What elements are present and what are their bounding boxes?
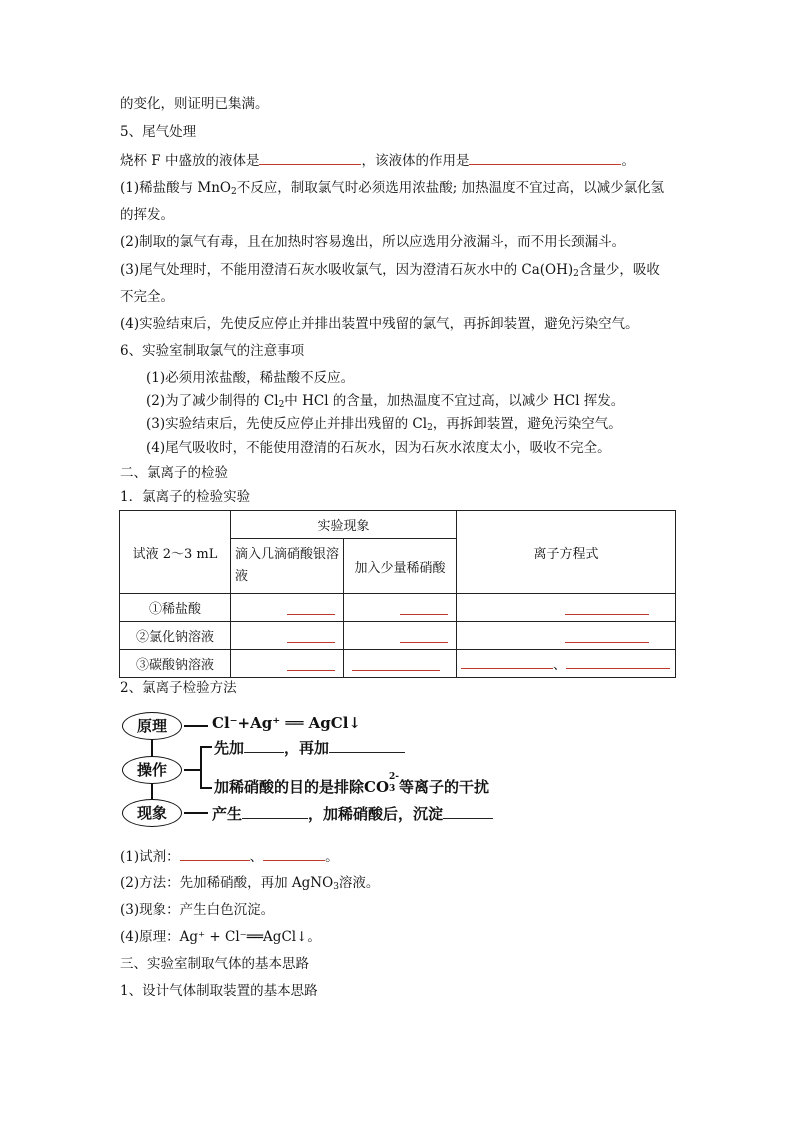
answer-blank[interactable] xyxy=(180,846,250,861)
text-line: 的挥发。 xyxy=(120,207,174,223)
principle-oval: 原理 xyxy=(122,712,182,740)
text: ，该液体的作用是 xyxy=(361,153,470,169)
table-header: 离子方程式 xyxy=(457,511,676,594)
table-header: 滴入几滴硝酸银溶液 xyxy=(231,539,344,594)
answer-blank[interactable] xyxy=(242,802,308,819)
section-heading: 2、氯离子检验方法 xyxy=(120,680,237,696)
answer-blank[interactable] xyxy=(566,654,670,669)
table-row-label: ②氯化钠溶液 xyxy=(120,622,231,650)
answer-cell[interactable] xyxy=(231,622,344,650)
text-line: (3)现象：产生白色沉淀。 xyxy=(120,902,275,918)
section-heading: 1、设计气体制取装置的基本思路 xyxy=(120,983,318,999)
text: (2)为了减少制得的 Cl xyxy=(146,393,279,409)
table-header: 试液 2～3 mL xyxy=(120,511,231,594)
table-header: 实验现象 xyxy=(231,511,457,539)
operation-step xyxy=(214,736,405,758)
text: 。 xyxy=(621,153,635,169)
question-line xyxy=(120,846,339,867)
question-line xyxy=(120,150,635,171)
text: 中 HCl 的含量，加热温度不宜过高，以减少 HCl 挥发。 xyxy=(284,393,625,409)
text: 等离子的干扰 xyxy=(399,778,490,796)
answer-cell[interactable] xyxy=(231,594,344,622)
connector xyxy=(184,725,208,727)
text-line: (4)原理：Ag⁺ + Cl⁻══AgCl↓。 xyxy=(120,929,321,945)
text-line xyxy=(146,414,622,438)
text: ，再加 xyxy=(284,739,330,757)
text-line: (4)尾气吸收时，不能使用澄清的石灰水，因为石灰水浓度太小，吸收不完全。 xyxy=(146,440,611,456)
phenomenon-oval: 现象 xyxy=(122,799,182,827)
answer-cell[interactable] xyxy=(457,594,676,622)
operation-oval: 操作 xyxy=(122,756,182,784)
answer-blank[interactable] xyxy=(329,736,405,753)
text-line: 的变化，则证明已集满。 xyxy=(120,96,269,112)
text: 烧杯 F 中盛放的液体是 xyxy=(120,153,260,169)
subscript: 3 xyxy=(389,784,396,794)
connector xyxy=(200,746,212,748)
subscript: 2 xyxy=(278,400,285,410)
chloride-test-table xyxy=(119,510,676,678)
answer-cell[interactable] xyxy=(344,594,457,622)
text-line xyxy=(120,178,664,202)
table-header: 加入少量稀硝酸 xyxy=(344,539,457,594)
connector xyxy=(200,787,212,789)
text: (1)稀盐酸与 MnO xyxy=(120,180,231,196)
table-row-label: ③碳酸钠溶液 xyxy=(120,650,231,678)
answer-blank[interactable] xyxy=(259,150,361,165)
text: (2)方法：先加稀硝酸，再加 AgNO xyxy=(120,875,334,891)
text-line xyxy=(120,873,379,897)
text: (3)实验结束后，先使反应停止并排出残留的 Cl xyxy=(146,416,428,432)
answer-blank[interactable] xyxy=(469,150,621,165)
subscript: 3 xyxy=(333,882,339,892)
subscript: 2 xyxy=(573,269,579,279)
section-heading: 6、实验室制取氯气的注意事项 xyxy=(120,343,305,359)
table-row-label: ①稀盐酸 xyxy=(120,594,231,622)
principle-equation: Cl⁻+Ag⁺ ══ AgCl↓ xyxy=(212,714,362,732)
answer-blank[interactable] xyxy=(443,802,493,819)
section-heading: 二、氯离子的检验 xyxy=(120,465,228,481)
separator: 、 xyxy=(553,658,567,673)
section-heading: 1．氯离子的检验实验 xyxy=(120,489,251,505)
text: 产生 xyxy=(212,805,243,823)
section-heading: 三、实验室制取气体的基本思路 xyxy=(120,956,309,972)
phenomenon-text xyxy=(212,802,493,824)
answer-cell[interactable] xyxy=(457,650,676,678)
text: (1)试剂： xyxy=(120,849,180,865)
text-line xyxy=(120,260,660,284)
answer-cell[interactable] xyxy=(231,650,344,678)
operation-purpose xyxy=(214,772,490,797)
text: 不反应，制取氯气时必须选用浓盐酸; 加热温度不宜过高，以减少氯化氢 xyxy=(236,180,665,196)
text: 、 xyxy=(249,849,264,865)
text: 溶液。 xyxy=(338,875,380,891)
answer-blank[interactable] xyxy=(461,654,553,669)
text-line: (2)制取的氯气有毒，且在加热时容易逸出，所以应选用分液漏斗，而不用长颈漏斗。 xyxy=(120,234,626,250)
subscript: 2 xyxy=(231,187,237,197)
text-line: (4)实验结束后，先使反应停止并排出装置中残留的氯气，再拆卸装置，避免污染空气。 xyxy=(120,316,639,332)
text: ，加稀硝酸后，沉淀 xyxy=(308,805,444,823)
answer-blank[interactable] xyxy=(263,846,325,861)
answer-blank[interactable] xyxy=(244,736,284,753)
answer-cell[interactable] xyxy=(344,650,457,678)
answer-cell[interactable] xyxy=(457,622,676,650)
text: 先加 xyxy=(214,739,245,757)
connector xyxy=(184,769,200,771)
chloride-test-flowchart xyxy=(118,708,548,832)
section-heading: 5、尾气处理 xyxy=(120,124,197,140)
text-line xyxy=(146,391,624,415)
answer-cell[interactable] xyxy=(344,622,457,650)
text: 含量少，吸收 xyxy=(578,262,660,278)
text: 加稀硝酸的目的是排除CO xyxy=(214,778,390,796)
text-line: 不完全。 xyxy=(120,289,174,305)
text: 。 xyxy=(325,849,339,865)
text: (3)尾气处理时，不能用澄清石灰水吸收氯气，因为澄清石灰水中的 Ca(OH) xyxy=(120,262,574,278)
connector xyxy=(184,812,208,814)
superscript: 2- xyxy=(389,772,400,782)
text: ，再拆卸装置，避免污染空气。 xyxy=(432,416,622,432)
connector xyxy=(200,746,202,788)
text-line: (1)必须用浓盐酸，稀盐酸不反应。 xyxy=(146,370,355,386)
subscript: 2 xyxy=(427,423,433,433)
